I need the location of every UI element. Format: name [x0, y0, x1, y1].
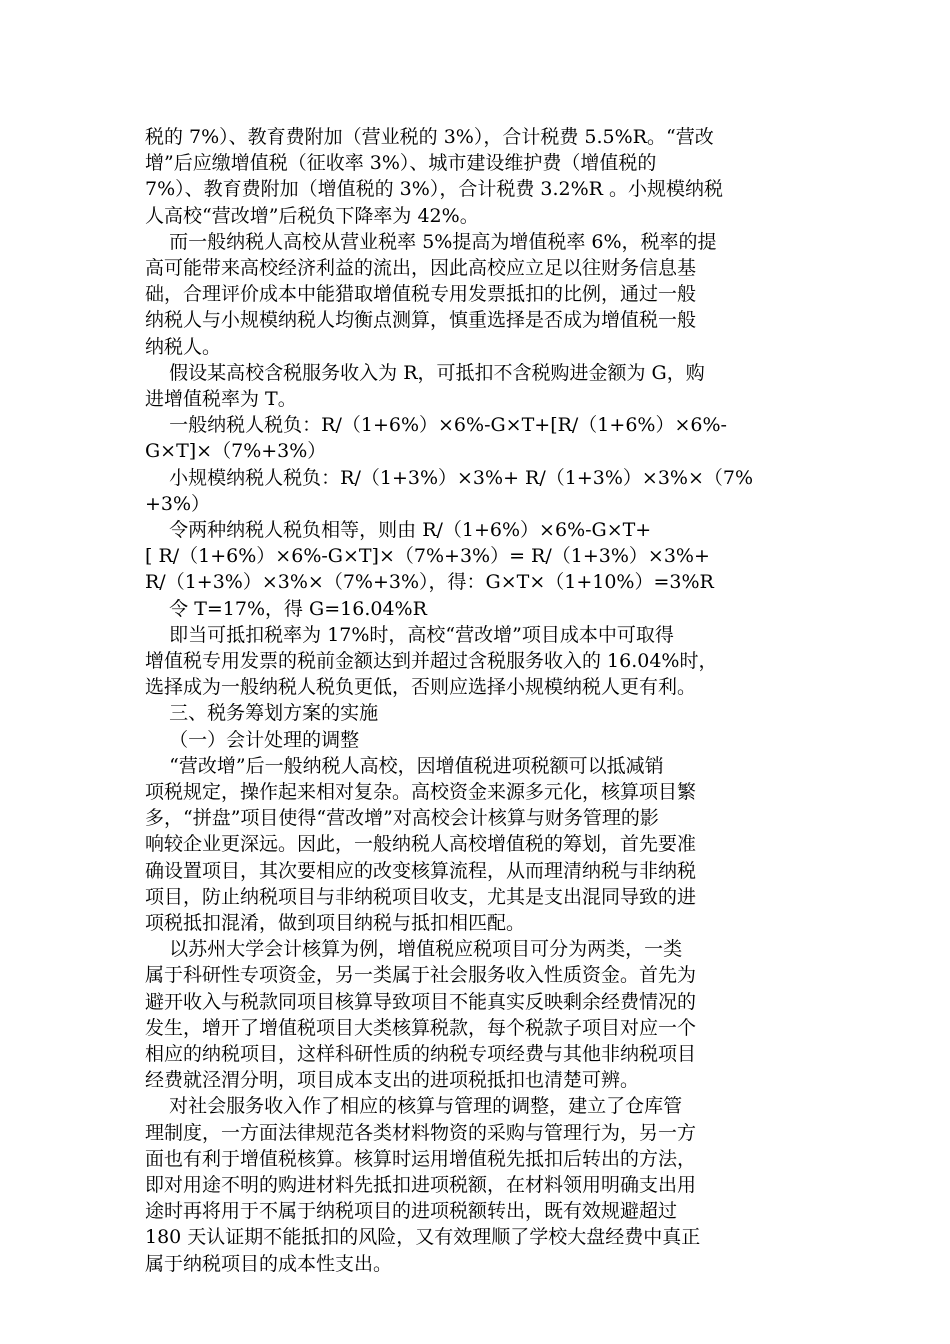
text-line: 面也有利于增值税核算。核算时运用增值税先抵扣后转出的方法， — [145, 1147, 697, 1170]
text-line: 础，合理评价成本中能猎取增值税专用发票抵扣的比例，通过一般 — [145, 283, 697, 306]
text-line: 令两种纳税人税负相等，则由 R/（1+6%）×6%-G×T+ — [145, 519, 652, 541]
text-line: 属于纳税项目的成本性支出。 — [145, 1252, 393, 1275]
text-line: 一般纳税人税负：R/（1+6%）×6%-G×T+[R/（1+6%）×6%- — [145, 414, 727, 437]
text-line: 途时再将用于不属于纳税项目的进项税额转出，既有效规避超过 — [145, 1200, 678, 1223]
text-line: 进增值税率为 T。 — [145, 388, 297, 410]
text-line: 小规模纳税人税负：R/（1+3%）×3%+ R/（1+3%）×3%×（7% — [145, 466, 754, 489]
text-line: 增值税专用发票的税前金额达到并超过含税服务收入的 16.04%时， — [145, 650, 718, 672]
text-line: 多，“拼盘”项目使得“营改增”对高校会计核算与财务管理的影 — [145, 807, 659, 830]
text-line: 人高校“营改增”后税负下降率为 42%。 — [145, 204, 479, 227]
text-line: “营改增”后一般纳税人高校，因增值税进项税额可以抵减销 — [145, 754, 664, 777]
text-line: 纳税人。 — [145, 335, 222, 358]
text-line: 增”后应缴增值税（征收率 3%）、城市建设维护费（增值税的 — [145, 152, 657, 175]
text-line: 项税规定，操作起来相对复杂。高校资金来源多元化，核算项目繁 — [145, 781, 697, 803]
text-line: 税的 7%）、教育费附加（营业税的 3%），合计税费 5.5%R。“营改 — [145, 126, 714, 148]
text-line: [ R/（1+6%）×6%-G×T]×（7%+3%）= R/（1+3%）×3%+ — [145, 545, 710, 568]
text-line: 而一般纳税人高校从营业税率 5%提高为增值税率 6%，税率的提 — [145, 230, 717, 253]
text-line: 7%）、教育费附加（增值税的 3%），合计税费 3.2%R 。小规模纳税 — [145, 178, 723, 201]
text-line: 令 T=17%，得 G=16.04%R — [145, 597, 427, 620]
text-line: 发生，增开了增值税项目大类核算税款，每个税款子项目对应一个 — [145, 1016, 697, 1039]
text-line: G×T]×（7%+3%） — [145, 440, 327, 463]
text-line: 180 天认证期不能抵扣的风险，又有效理顺了学校大盘经费中真正 — [145, 1226, 701, 1249]
text-line: 经费就泾渭分明，项目成本支出的进项税抵扣也清楚可辨。 — [145, 1069, 640, 1092]
text-line: 三、税务筹划方案的实施 — [145, 702, 379, 725]
text-line: 确设置项目，其次要相应的改变核算流程，从而理清纳税与非纳税 — [145, 859, 697, 882]
text-line: 以苏州大学会计核算为例，增值税应税项目可分为两类，一类 — [145, 938, 683, 961]
text-line: 对社会服务收入作了相应的核算与管理的调整，建立了仓库管 — [145, 1095, 683, 1118]
text-line: 响较企业更深远。因此，一般纳税人高校增值税的筹划，首先要准 — [145, 833, 697, 856]
text-line: R/（1+3%）×3%×（7%+3%），得：G×T×（1+10%）=3%R — [145, 571, 714, 594]
text-line: 高可能带来高校经济利益的流出，因此高校应立足以往财务信息基 — [145, 257, 697, 279]
text-line: （一）会计处理的调整 — [145, 728, 360, 751]
text-line: 属于科研性专项资金，另一类属于社会服务收入性质资金。首先为 — [145, 964, 697, 987]
text-line: 避开收入与税款同项目核算导致项目不能真实反映剩余经费情况的 — [145, 990, 697, 1013]
text-line: 即对用途不明的购进材料先抵扣进项税额，在材料领用明确支出用 — [145, 1174, 697, 1196]
text-line: 假设某高校含税服务收入为 R，可抵扣不含税购进金额为 G，购 — [145, 361, 705, 384]
text-line: 项目，防止纳税项目与非纳税项目收支，尤其是支出混同导致的进 — [145, 885, 697, 908]
text-line: 纳税人与小规模纳税人均衡点测算，慎重选择是否成为增值税一般 — [145, 309, 697, 332]
text-line: 项税抵扣混淆，做到项目纳税与抵扣相匹配。 — [145, 912, 526, 934]
text-line: 选择成为一般纳税人税负更低，否则应选择小规模纳税人更有利。 — [145, 676, 697, 699]
text-line: +3%） — [145, 492, 211, 515]
text-line: 即当可抵扣税率为 17%时，高校“营改增”项目成本中可取得 — [145, 623, 674, 646]
text-line: 相应的纳税项目，这样科研性质的纳税专项经费与其他非纳税项目 — [145, 1043, 697, 1065]
text-line: 理制度，一方面法律规范各类材料物资的采购与管理行为，另一方 — [145, 1121, 697, 1144]
